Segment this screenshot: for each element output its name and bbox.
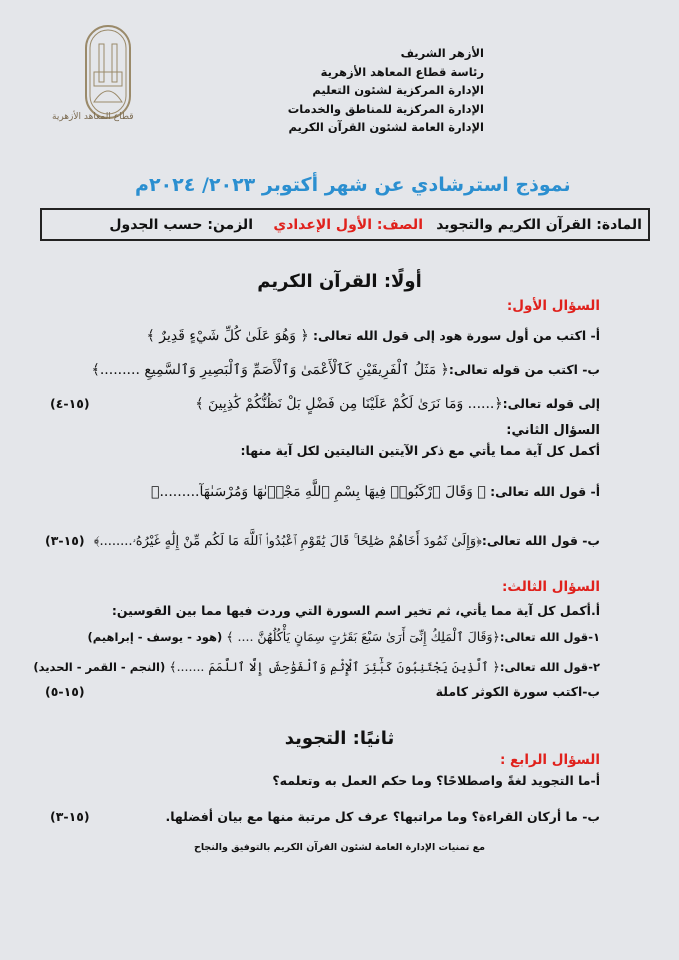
section-tajweed-title: ثانيًا: التجويد xyxy=(284,728,395,749)
q1-item-b xyxy=(92,362,600,378)
footer-note: مع تمنيات الإدارة العامة لشئون القرآن الكريم بالتوفيق والنجاح xyxy=(193,842,486,853)
q3-item-b: ب-اكتب سورة الكوثر كاملة xyxy=(435,684,600,699)
item-text: أ- اكتب من أول سورة هود إلى قول الله تعالى: xyxy=(313,328,600,343)
q1-item-c xyxy=(195,396,600,412)
q3-item-2 xyxy=(33,659,600,674)
q2-instruction: أكمل كل آية مما يأتي مع ذكر الآيتين التاليتين لكل آية منها: xyxy=(240,443,600,458)
verse: ﴿ وَقَالَ ٱرْكَبُوا۟ فِيهَا بِسْمِ ٱللَّهِ مَجْر۪ىٰهَا وَمُرْسَىٰهَآ.........﴾ xyxy=(151,484,486,500)
header-institution xyxy=(288,44,484,137)
q4-mark: (١٥-٣) xyxy=(50,809,90,824)
verse: ﴿ مَثَلُ ٱلْفَرِيقَيْنِ كَٱلْأَعْمَىٰ وَٱلْأَصَمِّ وَٱلْبَصِيرِ وَٱلسَّمِيعِ .........﴾ xyxy=(91,362,449,378)
verse: ﴿...... وَمَا نَرَىٰ لَكُمْ عَلَيْنَا مِن فَضْلٍ بَلْ نَظُنُّكُمْ كَٰذِبِينَ ﴾ xyxy=(195,396,503,412)
question-1-title: السؤال الأول: xyxy=(506,298,600,314)
item-text: إلى قوله تعالى: xyxy=(502,396,600,411)
header-line: الإدارة العامة لشئون القرآن الكريم xyxy=(288,120,484,134)
header-line: الإدارة المركزية لشئون التعليم xyxy=(312,83,484,97)
choices: (النجم - القمر - الحديد) xyxy=(33,660,166,674)
q3-mark: (١٥-٥) xyxy=(45,684,85,699)
item-text: ١-قول الله تعالى: xyxy=(499,630,600,644)
item-text: ب- اكتب من قوله تعالى: xyxy=(448,362,600,377)
logo-caption: قطاع المعاهد الأزهرية xyxy=(52,112,134,122)
header-line: الإدارة المركزية للمناطق والخدمات xyxy=(287,101,484,116)
subject: المادة: القرآن الكريم والتجويد xyxy=(436,217,642,233)
grade: الصف: الأول الإعدادي xyxy=(273,217,423,233)
item-text: أ- قول الله تعالى: xyxy=(490,484,600,499)
header-line: رئاسة قطاع المعاهد الأزهرية xyxy=(320,64,484,79)
time: الزمن: حسب الجدول xyxy=(109,217,253,233)
question-2-title: السؤال الثاني: xyxy=(506,423,600,438)
q1-item-a xyxy=(147,328,600,344)
q4-item-a: أ-ما التجويد لغةً واصطلاحًا؟ وما حكم العمل به وتعلمه؟ xyxy=(272,773,600,788)
q3-item-1 xyxy=(88,629,601,644)
q2-mark: (١٥-٣) xyxy=(45,533,85,548)
q3-instruction: أ.أكمل كل آية مما يأتي، ثم تخير اسم السورة التي وردت فيها مما بين القوسين: xyxy=(111,603,600,618)
q2-item-a xyxy=(151,484,600,500)
choices: (هود - يوسف - إبراهيم) xyxy=(87,630,223,644)
exam-title: نموذج استرشادي عن شهر أكتوبر ٢٠٢٣/ ٢٠٢٤م xyxy=(135,174,571,196)
question-4-title: السؤال الرابع : xyxy=(499,752,600,768)
question-3-title: السؤال الثالث: xyxy=(502,579,600,595)
section-quran-title: أولًا: القرآن الكريم xyxy=(257,271,422,292)
verse: ﴿ وَهُوَ عَلَىٰ كُلِّ شَيْءٍ قَدِيرٌ ﴾ xyxy=(146,328,309,344)
header-line: الأزهر الشريف xyxy=(400,46,484,60)
verse: ﴿وَإِلَىٰ ثَمُودَ أَخَاهُمْ صَٰلِحًا ۚ قَالَ يَٰقَوْمِ ٱعْبُدُوا۟ ٱللَّهَ مَا لَكُم مِّنْ إِلَٰهٍ غَيْرُهُۥ........﴾ xyxy=(93,534,482,549)
item-text: ٢-قول الله تعالى: xyxy=(499,660,600,674)
exam-info-box xyxy=(40,208,650,241)
q4-item-b: ب- ما أركان القراءة؟ وما مراتبها؟ عرف كل مرتبة منها مع بيان أفضلها. xyxy=(165,809,600,824)
item-text: ب- قول الله تعالى: xyxy=(481,533,600,548)
verse: ﴿ ٱلَّذِينَ يَجْتَنِبُونَ كَبَٰٓئِرَ ٱلْإِثْمِ وَٱلْفَوَٰحِشَ إِلَّا ٱللَّمَمَ .......﴾ xyxy=(169,659,500,674)
q2-item-b xyxy=(94,533,600,549)
q1-mark: (١٥-٤) xyxy=(50,396,90,411)
verse: ﴿وَقَالَ ٱلْمَلِكُ إِنِّىٓ أَرَىٰ سَبْعَ بَقَرَٰتٍ سِمَانٍ يَأْكُلُهُنَّ .... ﴾ xyxy=(226,629,500,644)
